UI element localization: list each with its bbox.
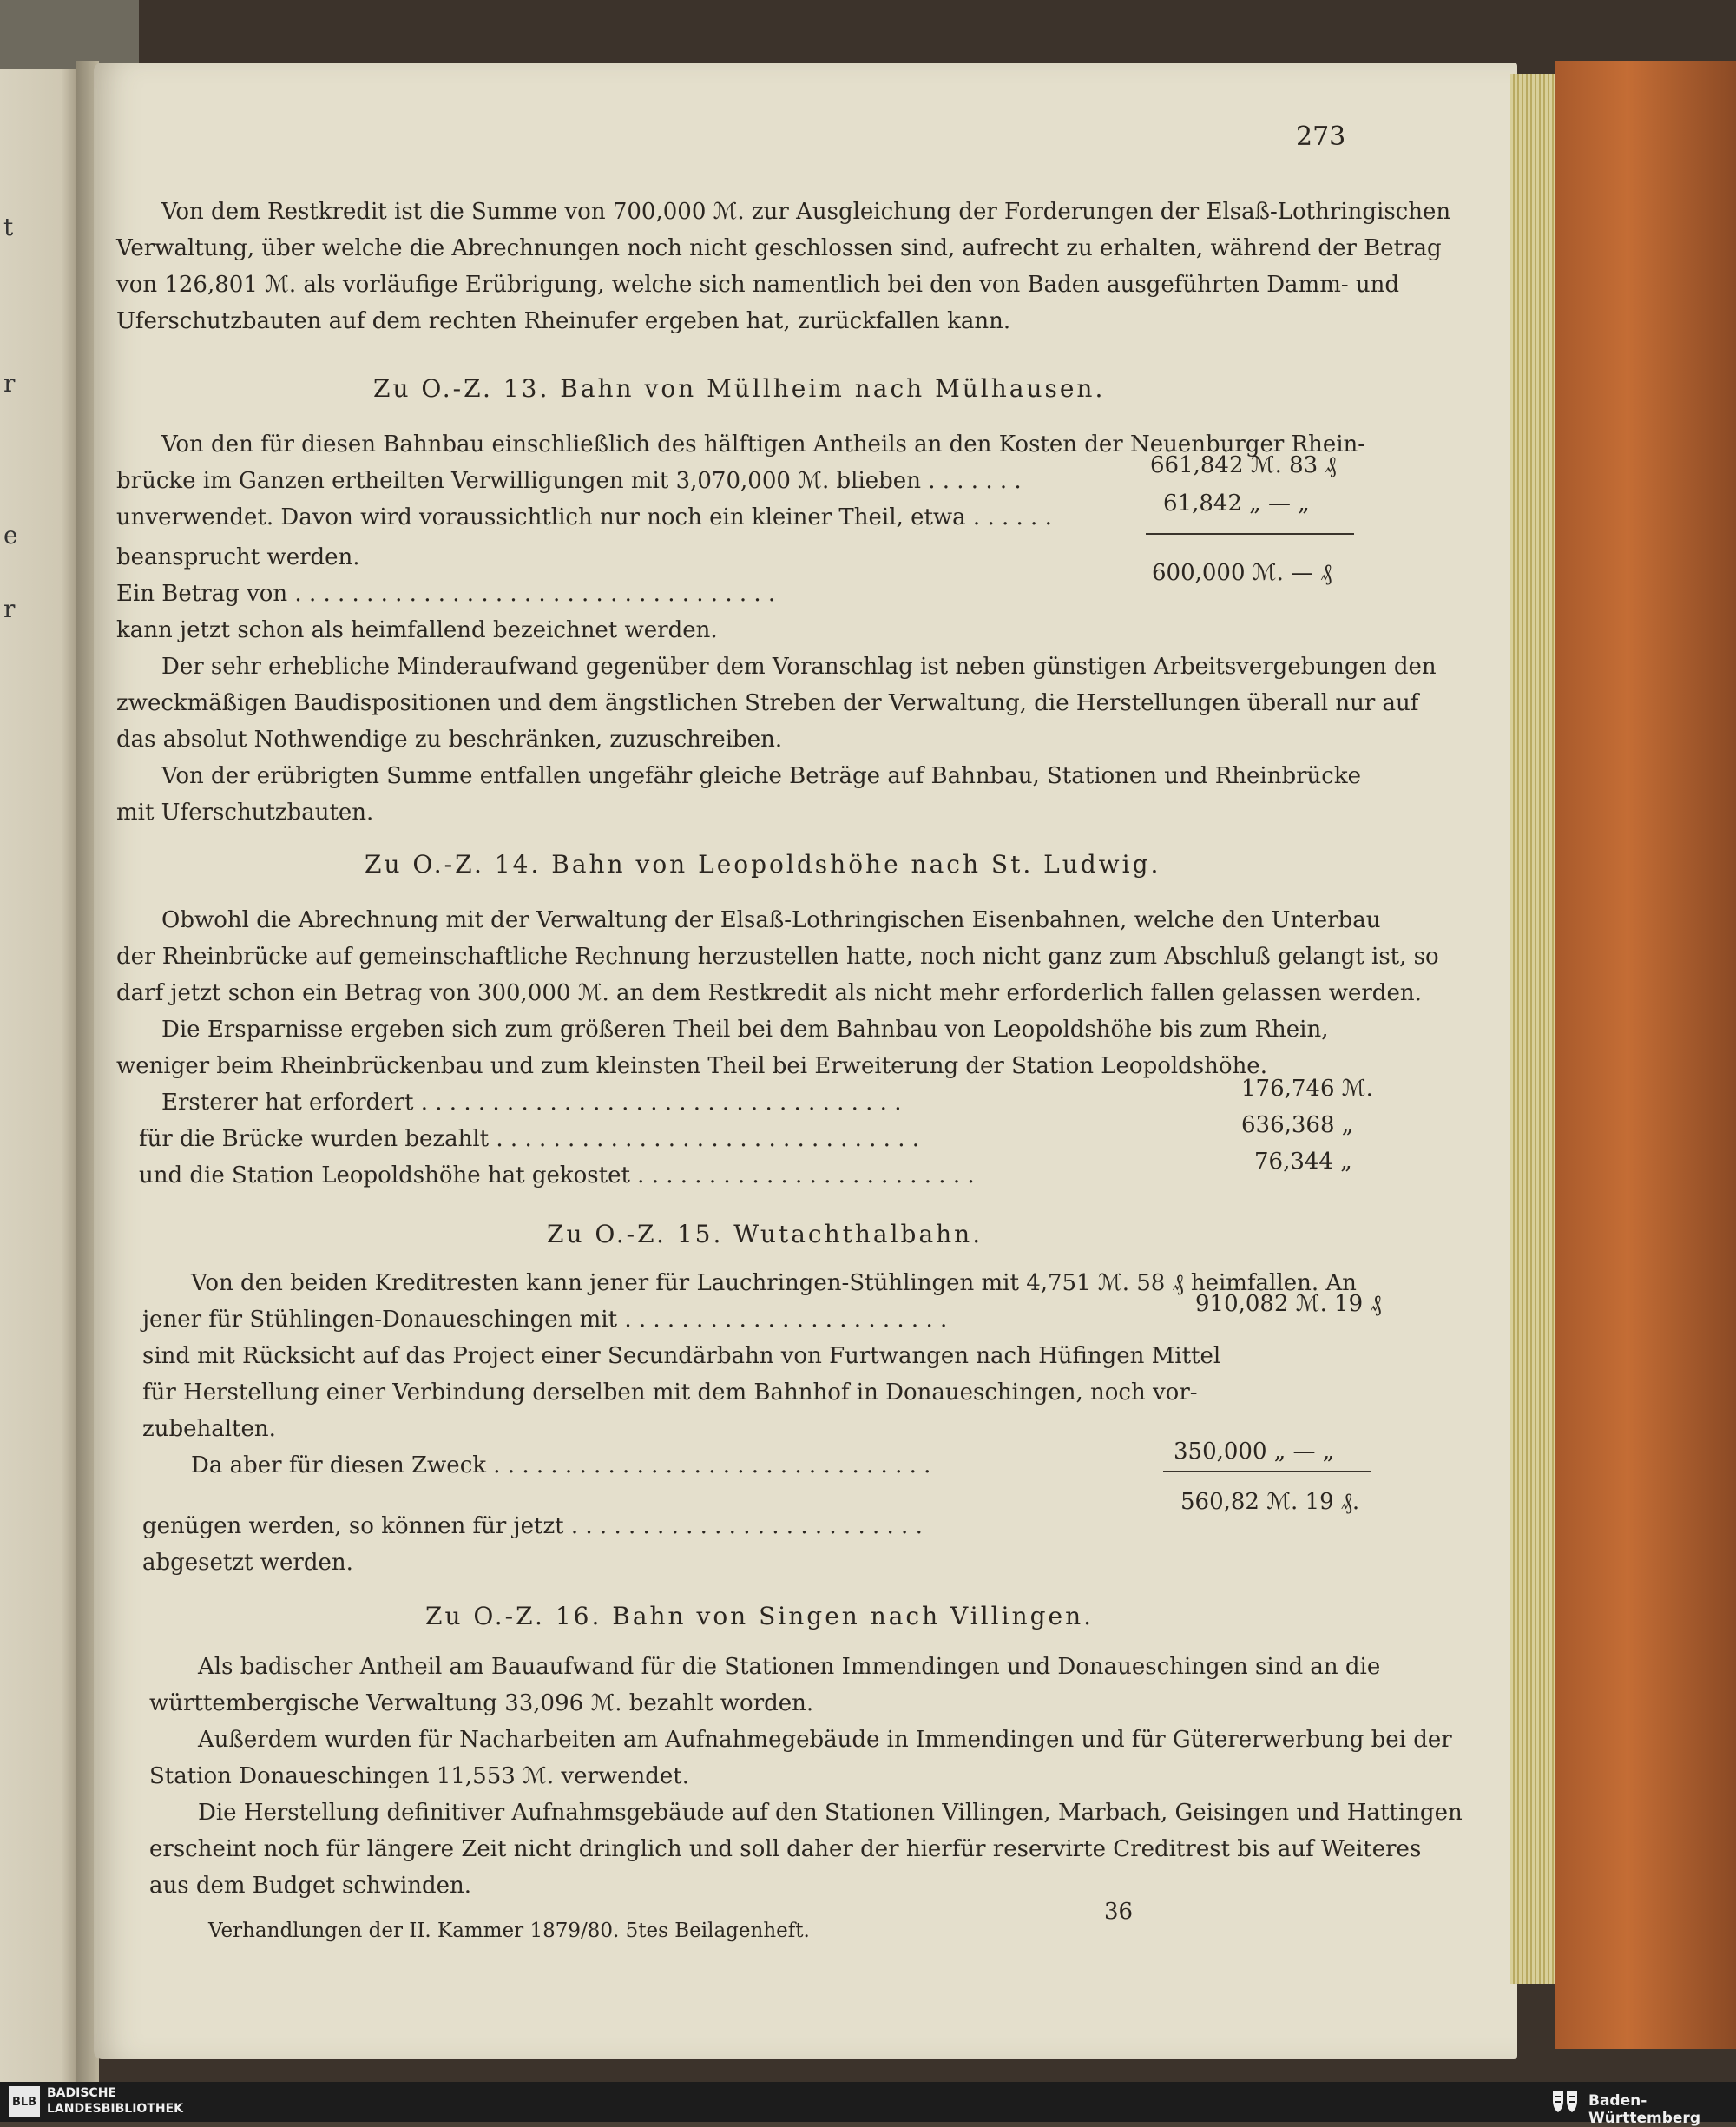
text-line: zubehalten. bbox=[142, 1416, 276, 1442]
ledger-amount: 661,842 ℳ. 83 ₰ bbox=[1150, 452, 1337, 478]
ledger-label: für die Brücke wurden bezahlt . . . . . . . . . . . . . . . . . . . . . . . . . . . . . . bbox=[139, 1126, 920, 1152]
viewer-footer-bar bbox=[0, 2082, 1736, 2127]
left-page-edge bbox=[0, 69, 76, 2082]
text-line: für Herstellung einer Verbindung derselben mit dem Bahnhof in Donaueschingen, noch vor- bbox=[142, 1380, 1198, 1406]
margin-fragment: r bbox=[3, 369, 16, 398]
baden-wuerttemberg-crest-icon bbox=[1549, 2088, 1581, 2116]
ledger-label: Ein Betrag von . . . . . . . . . . . . . . . . . . . . . . . . . . . . . . . . . . bbox=[116, 581, 776, 607]
ledger-label: jener für Stühlingen-Donaueschingen mit . . . . . . . . . . . . . . . . . . . . . . . bbox=[142, 1307, 948, 1333]
ledger-amount: 76,344 „ bbox=[1254, 1149, 1352, 1175]
text-line: Die Herstellung definitiver Aufnahmsgebäude auf den Stationen Villingen, Marbach, Geisingen und Hattingen bbox=[198, 1800, 1463, 1826]
text-line: Von dem Restkredit ist die Summe von 700,000 ℳ. zur Ausgleichung der Forderungen der Elsaß-Lothringischen bbox=[161, 199, 1451, 225]
text-line: von 126,801 ℳ. als vorläufige Erübrigung, welche sich namentlich bei den von Baden ausgeführten Damm- und bbox=[116, 272, 1400, 298]
ledger-label: und die Station Leopoldshöhe hat gekostet . . . . . . . . . . . . . . . . . . . . . . . . bbox=[139, 1162, 975, 1189]
text-line: Als badischer Antheil am Bauaufwand für die Stationen Immendingen und Donaueschingen sind an die bbox=[198, 1654, 1381, 1680]
section-heading: Zu O.-Z. 16. Bahn von Singen nach Villingen. bbox=[425, 1602, 1095, 1630]
text-line: Verwaltung, über welche die Abrechnungen noch nicht geschlossen sind, aufrecht zu erhalten, während der Betrag bbox=[116, 235, 1442, 261]
text-line: aus dem Budget schwinden. bbox=[149, 1873, 472, 1899]
text-line: zweckmäßigen Baudispositionen und dem ängstlichen Streben der Verwaltung, die Herstellungen überall nur auf bbox=[116, 690, 1419, 716]
margin-fragment: t bbox=[3, 213, 14, 241]
section-heading: Zu O.-Z. 14. Bahn von Leopoldshöhe nach St. Ludwig. bbox=[365, 850, 1161, 879]
text-line: Von den beiden Kreditresten kann jener für Lauchringen-Stühlingen mit 4,751 ℳ. 58 ₰ heimfallen. An bbox=[191, 1270, 1357, 1296]
ledger-amount: 600,000 ℳ. — ₰ bbox=[1152, 560, 1332, 586]
page-edges bbox=[1510, 74, 1555, 1984]
text-line: Station Donaueschingen 11,553 ℳ. verwendet. bbox=[149, 1763, 690, 1789]
library-name bbox=[47, 2085, 183, 2117]
section-heading: Zu O.-Z. 13. Bahn von Müllheim nach Mülhausen. bbox=[373, 374, 1106, 403]
ledger-label: Ersterer hat erfordert . . . . . . . . . . . . . . . . . . . . . . . . . . . . . . . . . . bbox=[161, 1090, 902, 1116]
sum-rule bbox=[1163, 1471, 1371, 1472]
ledger-label: brücke im Ganzen ertheilten Verwilligungen mit 3,070,000 ℳ. blieben . . . . . . . bbox=[116, 468, 1022, 494]
text-line: das absolut Nothwendige zu beschränken, zuzuschreiben. bbox=[116, 727, 783, 753]
ledger-amount: 350,000 „ — „ bbox=[1174, 1439, 1335, 1465]
library-name-line1: BADISCHE bbox=[47, 2086, 116, 2100]
ledger-amount: 176,746 ℳ. bbox=[1241, 1076, 1373, 1102]
blb-logo[interactable]: BLB bbox=[9, 2086, 40, 2117]
signature-number: 36 bbox=[1104, 1899, 1134, 1925]
state-name[interactable]: Baden-Württemberg bbox=[1588, 2092, 1700, 2127]
footer-note: Verhandlungen der II. Kammer 1879/80. 5tes Beilagenheft. bbox=[208, 1920, 810, 1942]
text-line: Von den für diesen Bahnbau einschließlich des hälftigen Antheils an den Kosten der Neuenburger Rhein- bbox=[161, 431, 1366, 458]
ledger-label: Da aber für diesen Zweck . . . . . . . . . . . . . . . . . . . . . . . . . . . . . . . bbox=[191, 1452, 931, 1478]
sum-rule bbox=[1146, 533, 1354, 535]
text-line: württembergische Verwaltung 33,096 ℳ. bezahlt worden. bbox=[149, 1690, 814, 1716]
text-line: Die Ersparnisse ergeben sich zum größeren Theil bei dem Bahnbau von Leopoldshöhe bis zum Rhein, bbox=[161, 1017, 1329, 1043]
section-heading: Zu O.-Z. 15. Wutachthalbahn. bbox=[547, 1220, 983, 1248]
text-line: erscheint noch für längere Zeit nicht dringlich und soll daher der hierfür reservirte Creditrest bis auf Weiteres bbox=[149, 1836, 1422, 1862]
margin-fragment: e bbox=[3, 521, 18, 550]
text-line: kann jetzt schon als heimfallend bezeichnet werden. bbox=[116, 617, 718, 643]
book-cover-edge bbox=[1555, 61, 1736, 2049]
text-line: Außerdem wurden für Nacharbeiten am Aufnahmegebäude in Immendingen und für Gütererwerbung bei der bbox=[198, 1727, 1452, 1753]
text-line: sind mit Rücksicht auf das Project einer Secundärbahn von Furtwangen nach Hüfingen Mittel bbox=[142, 1343, 1221, 1369]
ledger-amount: 61,842 „ — „ bbox=[1163, 491, 1310, 517]
ledger-amount: 910,082 ℳ. 19 ₰ bbox=[1195, 1291, 1382, 1317]
text-line: Uferschutzbauten auf dem rechten Rheinufer ergeben hat, zurückfallen kann. bbox=[116, 308, 1011, 334]
margin-fragment: r bbox=[3, 595, 16, 623]
text-line: darf jetzt schon ein Betrag von 300,000 ℳ. an dem Restkredit als nicht mehr erforderlich fallen gelassen werden. bbox=[116, 980, 1422, 1006]
ledger-label: unverwendet. Davon wird voraussichtlich nur noch ein kleiner Theil, etwa . . . . . . bbox=[116, 504, 1052, 530]
text-line: Von der erübrigten Summe entfallen ungefähr gleiche Beträge auf Bahnbau, Stationen und Rheinbrücke bbox=[161, 763, 1361, 789]
text-line: mit Uferschutzbauten. bbox=[116, 800, 374, 826]
text-line: der Rheinbrücke auf gemeinschaftliche Rechnung herzustellen hatte, noch nicht ganz zum Abschluß gelangt ist, so bbox=[116, 944, 1439, 970]
page-number: 273 bbox=[1296, 122, 1346, 152]
text-line: abgesetzt werden. bbox=[142, 1550, 353, 1576]
text-line: Obwohl die Abrechnung mit der Verwaltung der Elsaß-Lothringischen Eisenbahnen, welche den Unterbau bbox=[161, 907, 1381, 933]
text-line: weniger beim Rheinbrückenbau und zum kleinsten Theil bei Erweiterung der Station Leopoldshöhe. bbox=[116, 1053, 1267, 1079]
ledger-label: genügen werden, so können für jetzt . . . . . . . . . . . . . . . . . . . . . . . . . bbox=[142, 1513, 923, 1539]
text-line: beansprucht werden. bbox=[116, 544, 360, 570]
text-line: Der sehr erhebliche Minderaufwand gegenüber dem Voranschlag ist neben günstigen Arbeitsvergebungen den bbox=[161, 654, 1437, 680]
library-name-line2: LANDESBIBLIOTHEK bbox=[47, 2102, 184, 2116]
ledger-amount: 636,368 „ bbox=[1241, 1112, 1354, 1138]
ledger-amount: 560,82 ℳ. 19 ₰. bbox=[1180, 1489, 1360, 1515]
